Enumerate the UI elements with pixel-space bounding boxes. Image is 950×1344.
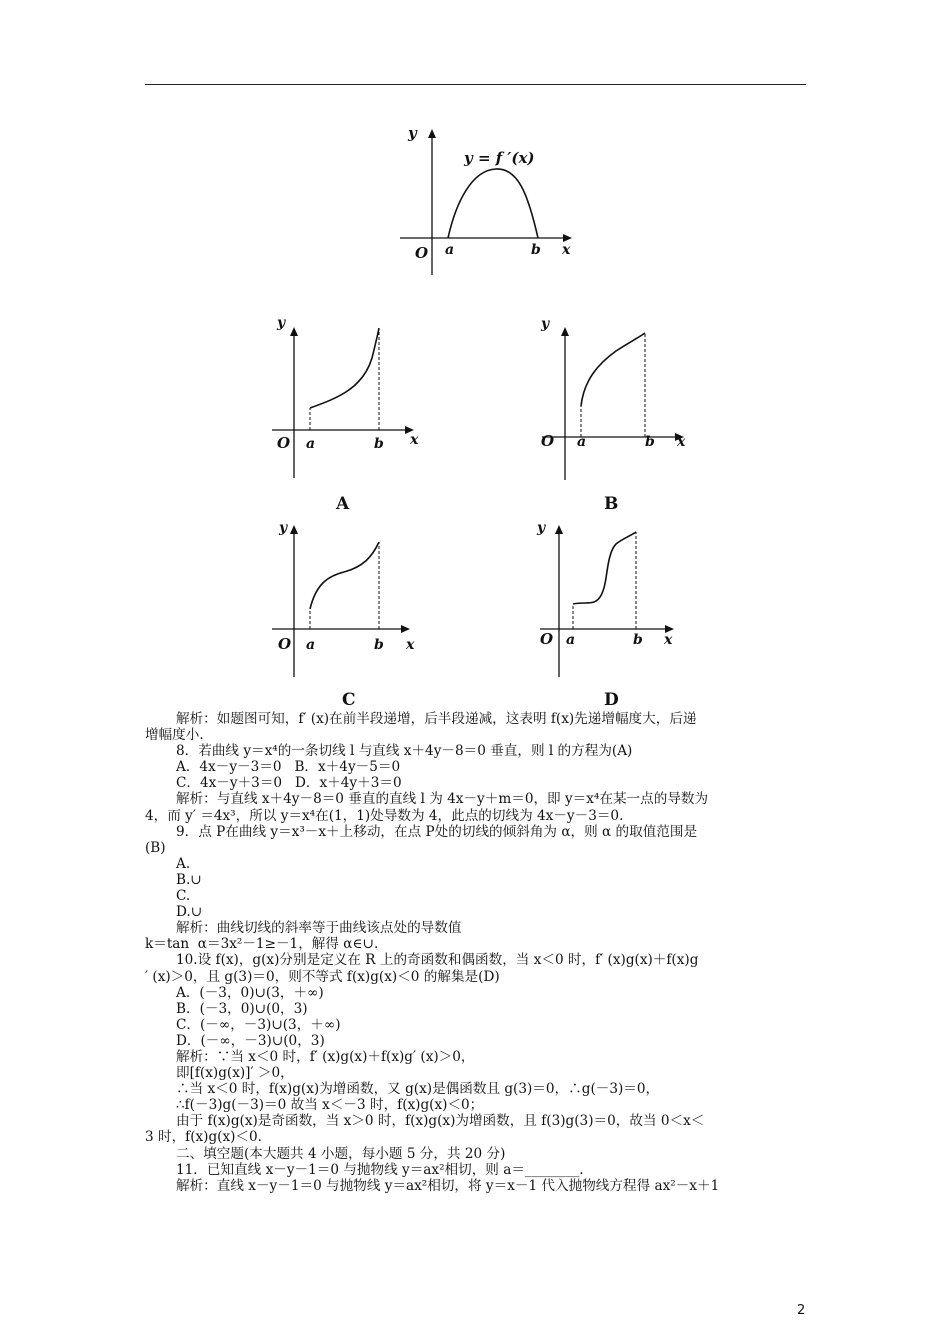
x-axis-label: x [664,632,673,648]
text-line: 9．点 P在曲线 y＝x³－x＋上移动，在点 P处的切线的倾斜角为 α，则 α 的取值范围是 [176,823,698,840]
option-d-graph [536,512,686,682]
text-line: k＝tan α＝3x²－1≥－1，解得 α∈∪. [145,936,379,953]
derivative-graph-figure [400,120,580,280]
text-line: A．(－3，0)∪(3，＋∞) [176,984,324,1001]
text-line: D．(－∞，－3)∪(0，3) [176,1032,325,1049]
text-line: 解析：如题图可知，f′ (x)在前半段递增，后半段递减，这表明 f(x)先递增幅度大，后递 [176,711,697,727]
x-axis-label: x [677,434,686,450]
option-b-graph [538,308,693,483]
b-label: b [374,436,384,452]
text-line: ∴当 x＜0 时，f(x)g(x)为增函数，又 g(x)是偶函数且 g(3)＝0，∴g(－3)＝0， [176,1081,660,1098]
option-b-caption: B [604,494,619,514]
text-line: 解析：与直线 x＋4y－8＝0 垂直的直线 l 为 4x－y＋m＝0，即 y＝x⁴在某一点的导数为 [176,791,709,808]
text-line: B．(－3，0)∪(0，3) [176,1000,308,1017]
page-number: 2 [797,1303,806,1318]
a-label: a [306,637,316,653]
solution-text [145,711,811,1194]
origin-label: O [278,635,292,653]
x-axis-label: x [406,637,415,653]
text-line: 增幅度小. [145,727,204,744]
header-rule [145,84,806,85]
text-line: C．4x－y＋3＝0 D．x＋4y＋3＝0 [176,775,402,792]
option-a-graph [268,308,418,483]
a-label: a [306,436,316,452]
option-a-caption: A [336,494,350,514]
text-line: 10.设 f(x)，g(x)分别是定义在 R 上的奇函数和偶函数，当 x＜0 时，f′ (x)g(x)＋f(x)g [176,952,699,969]
text-line: A. [176,855,191,872]
text-line: 解析：∵当 x＜0 时，f′ (x)g(x)＋f(x)g′ (x)＞0， [176,1048,475,1065]
origin-label: O [541,432,555,450]
x-axis-label: x [410,432,419,448]
y-axis-label: y [541,316,550,332]
text-line: C．(－∞，－3)∪(3，＋∞) [176,1016,341,1033]
y-axis-label: y [537,520,546,536]
option-c-caption: C [342,690,356,710]
text-line: 11．已知直线 x－y－1＝0 与抛物线 y＝ax²相切，则 a＝________. [176,1161,584,1178]
a-label: a [566,632,576,648]
text-line: 8．若曲线 y＝x⁴的一条切线 l 与直线 x＋4y－8＝0 垂直，则 l 的方程为(A) [176,743,633,760]
y-axis-label: y [279,520,288,536]
text-line: B.∪ [176,871,202,888]
origin-label: O [277,434,291,452]
option-d-caption: D [604,690,619,710]
text-line: 4，而 y′ ＝4x³，所以 y＝x⁴在(1，1)处导数为 4，此点的切线为 4x－y－3＝0. [145,807,624,824]
function-label: y = f ′(x) [464,149,535,167]
b-label: b [531,242,541,258]
option-c-graph [268,512,418,682]
text-line: 即[f(x)g(x)]′ ＞0， [176,1065,294,1082]
b-label: b [633,632,643,648]
b-label: b [374,637,384,653]
text-line: A．4x－y－3＝0 B．x＋4y－5＝0 [176,759,401,776]
x-axis-label: x [562,242,571,258]
text-line: ∴f(－3)g(－3)＝0 故当 x＜－3 时，f(x)g(x)＜0； [176,1097,484,1114]
origin-label: O [540,630,554,648]
a-label: a [445,242,455,258]
text-line: D.∪ [176,904,203,921]
y-axis-label: y [408,124,417,142]
text-line: C. [176,888,191,905]
text-line: 解析：直线 x－y－1＝0 与抛物线 y＝ax²相切，将 y＝x－1 代入抛物线方程得 ax²－x＋1 [176,1177,720,1194]
text-line: 3 时，f(x)g(x)＜0. [145,1129,263,1146]
text-line: 二、填空题(本大题共 4 小题，每小题 5 分，共 20 分) [176,1145,506,1162]
text-line: ′ (x)＞0，且 g(3)＝0，则不等式 f(x)g(x)＜0 的解集是(D) [145,968,500,985]
y-axis-label: y [277,315,286,331]
text-line: (B) [145,839,166,856]
b-label: b [645,434,655,450]
text-line: 由于 f(x)g(x)是奇函数，当 x＞0 时，f(x)g(x)为增函数，且 f(3)g(3)＝0，故当 0＜x＜ [176,1113,705,1130]
text-line: 解析：曲线切线的斜率等于曲线该点处的导数值 [176,920,462,937]
origin-label: O [415,244,429,262]
a-label: a [577,434,587,450]
